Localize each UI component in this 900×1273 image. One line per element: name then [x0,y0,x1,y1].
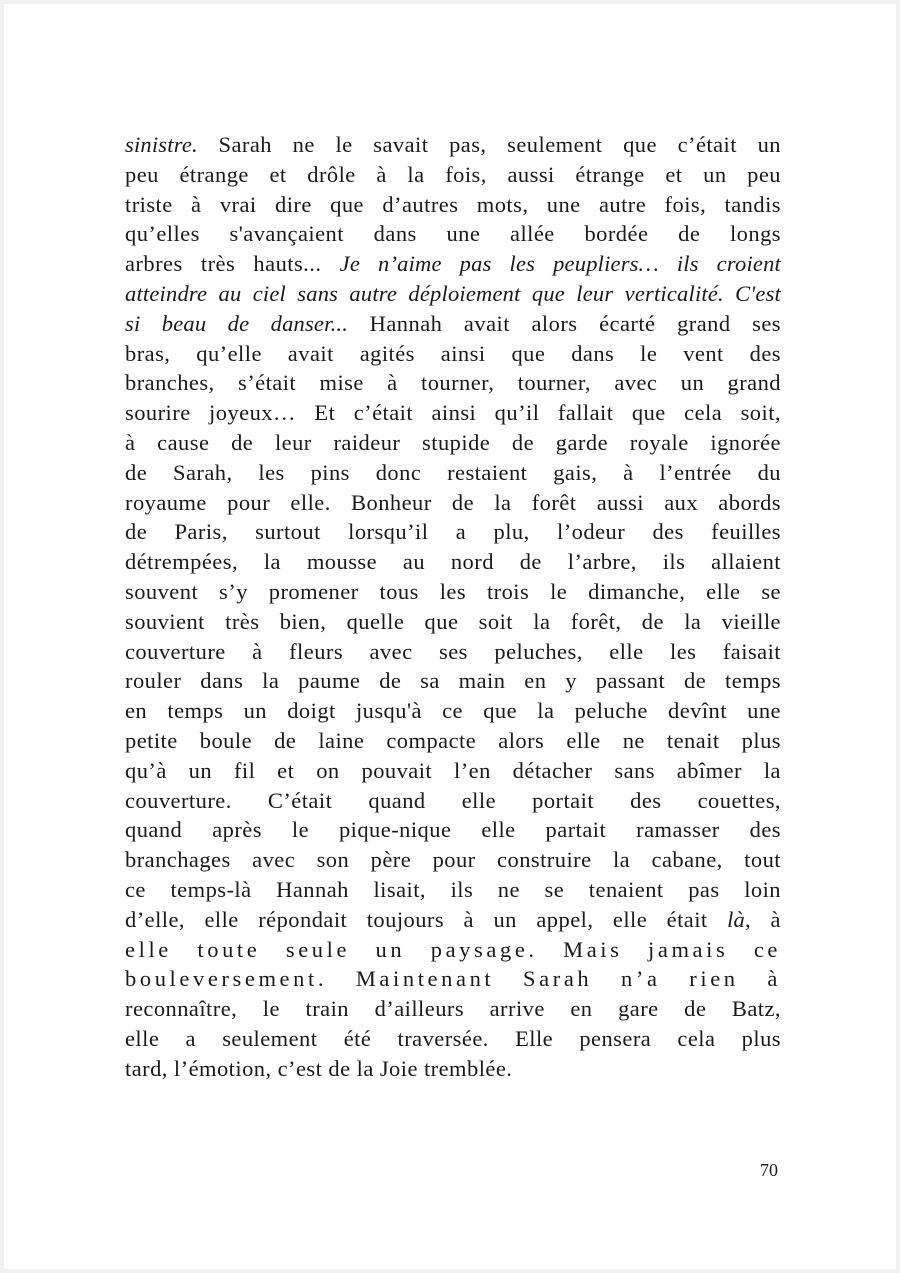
text-run: branches, s’était mise à tourner, tourner, avec un grand [125,370,781,396]
text-line [125,160,781,190]
text-run: royaume pour elle. Bonheur de la forêt aussi aux abords [125,489,781,515]
text-run: sourire joyeux… Et c’était ainsi qu’il fallait que cela soit, [125,400,781,426]
text-line [125,547,781,577]
text-run: à cause de leur raideur stupide de garde royale ignorée [125,429,781,455]
text-run: ce temps-là Hannah lisait, ils ne se tenaient pas loin [125,876,781,902]
text-run: elle toute seule un paysage. Mais jamais ce [125,936,781,962]
text-line [125,577,781,607]
text-line [125,368,781,398]
text-run: détrempées, la mousse au nord de l’arbre, ils allaient [125,549,781,575]
text-line [125,488,781,518]
text-line [125,398,781,428]
text-line [125,130,781,160]
book-page [4,4,896,1269]
text-line [125,726,781,756]
text-run: en temps un doigt jusqu'à ce que la peluche devînt une [125,698,781,724]
text-line [125,249,781,279]
text-line [125,458,781,488]
text-run: bouleversement. Maintenant Sarah n’a rien à [125,966,781,992]
italic-text: sinistre. [125,132,198,157]
text-run: souvent s’y promener tous les trois le dimanche, elle se [125,578,781,604]
text-line [125,964,781,994]
italic-text: Je n’aime pas les peupliers… ils croient [339,251,781,277]
text-run: qu’à un fil et on pouvait l’en détacher sans abîmer la [125,757,781,783]
text-line [125,994,781,1024]
text-run: Sarah ne le savait pas, seulement que c’était un [197,132,781,157]
text-line [125,190,781,220]
text-line [125,845,781,875]
text-line [125,219,781,249]
text-run: arbres très hauts... [125,251,340,277]
text-run: branchages avec son père pour construire la cabane, tout [125,847,781,873]
text-run: peu étrange et drôle à la fois, aussi étrange et un peu [125,161,781,187]
italic-text: atteindre au ciel sans autre déploiement que leur verticalité. C'est [125,280,781,306]
text-run: couverture à fleurs avec ses peluches, elle les faisait [125,638,781,664]
text-line [125,309,781,339]
text-run: reconnaître, le train d’ailleurs arrive en gare de Batz, [125,996,781,1022]
text-line [125,696,781,726]
text-line [125,756,781,786]
text-run: quand après le pique-nique elle partait ramasser des [125,817,781,843]
text-run: , à [745,906,781,932]
text-line [125,875,781,905]
text-line [125,339,781,369]
text-line [125,1024,781,1054]
text-line [125,607,781,637]
text-line [125,279,781,309]
text-line [125,428,781,458]
text-run: Hannah avait alors écarté grand ses [348,310,781,336]
text-run: de Sarah, les pins donc restaient gais, à l’entrée du [125,459,781,485]
text-line [125,815,781,845]
text-run: rouler dans la paume de sa main en y passant de temps [125,668,781,694]
text-run: souvient très bien, quelle que soit la forêt, de la vieille [125,608,781,634]
text-line [125,935,781,965]
text-line [125,637,781,667]
italic-text: là [727,906,745,932]
body-paragraph [125,130,781,1084]
text-line [125,666,781,696]
text-run: de Paris, surtout lorsqu’il a plu, l’odeur des feuilles [125,519,781,545]
text-run: d’elle, elle répondait toujours à un appel, elle était [125,906,728,932]
text-run: elle a seulement été traversée. Elle pensera cela plus [125,1025,781,1051]
text-line [125,905,781,935]
text-run: couverture. C’était quand elle portait des couettes, [125,787,781,813]
italic-text: si beau de danser... [125,310,349,336]
page-number: 70 [760,1160,778,1180]
text-run: bras, qu’elle avait agités ainsi que dans le vent des [125,340,781,366]
text-run: petite boule de laine compacte alors elle ne tenait plus [125,727,781,753]
text-run: qu’elles s'avançaient dans une allée bordée de longs [125,221,781,247]
text-run: tard, l’émotion, c’est de la Joie tremblée. [125,1055,513,1081]
text-line [125,517,781,547]
text-line [125,1054,781,1084]
text-run: triste à vrai dire que d’autres mots, une autre fois, tandis [125,191,781,217]
text-line [125,786,781,816]
